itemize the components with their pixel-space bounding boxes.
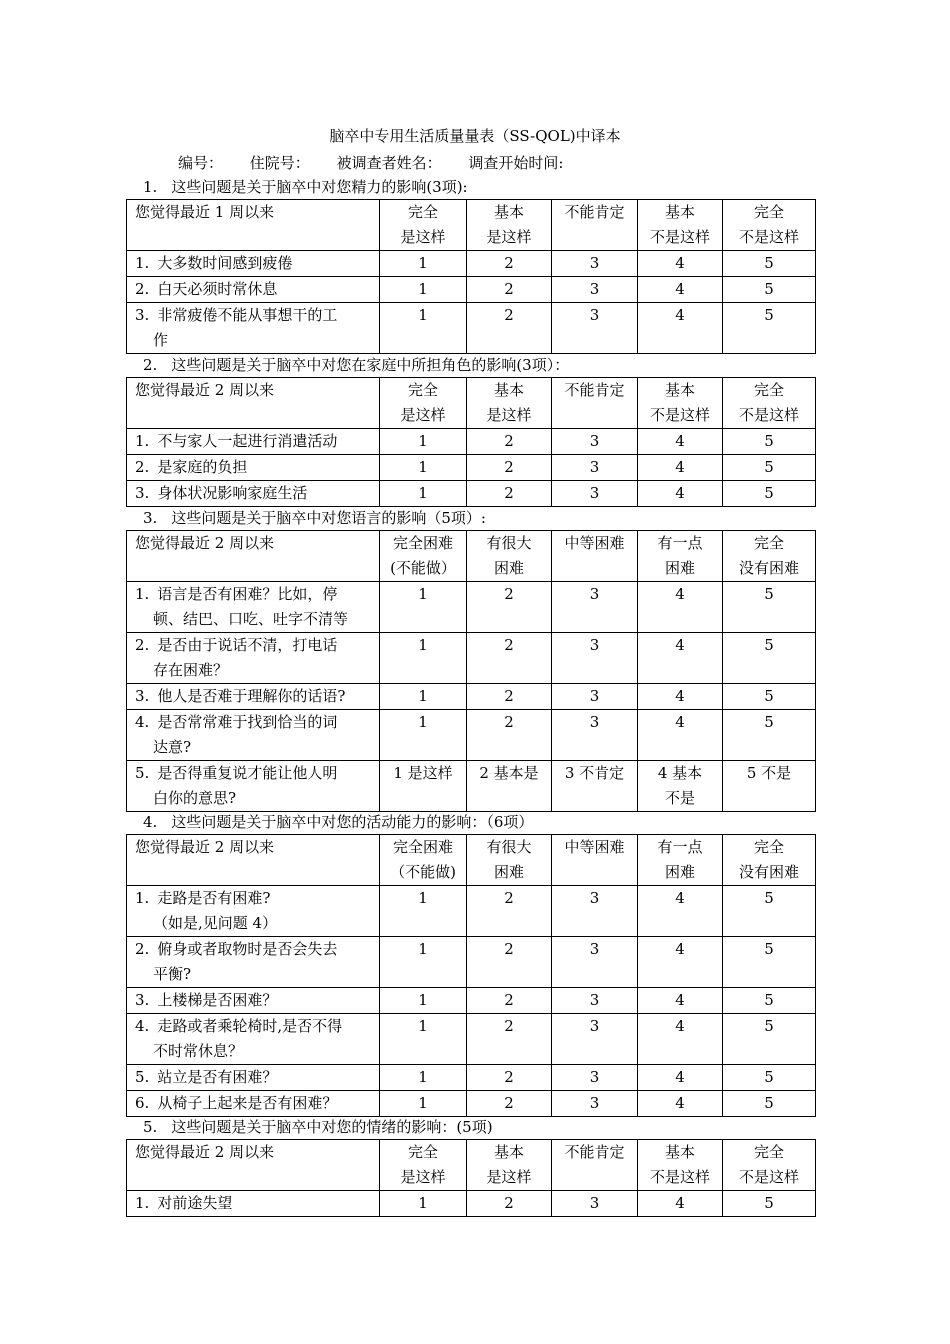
table-header-row: [127, 1140, 816, 1191]
rating-option[interactable]: 4: [638, 684, 723, 710]
period-label: 您觉得最近 2 周以来: [127, 835, 380, 886]
rating-option[interactable]: 4: [638, 277, 723, 303]
respondent-name-label: 被调查者姓名：: [336, 154, 442, 172]
option-header: 有一点 困难: [638, 531, 723, 582]
rating-option[interactable]: 5: [723, 633, 816, 684]
period-label: 您觉得最近 2 周以来: [127, 1140, 380, 1191]
section-number: 4.: [143, 813, 158, 831]
question-number: 6.: [135, 1094, 150, 1112]
question-cell: [127, 633, 380, 684]
rating-option[interactable]: 1: [380, 937, 467, 988]
rating-option[interactable]: 1: [380, 277, 467, 303]
rating-option[interactable]: 2: [467, 1065, 552, 1091]
question-number: 1.: [135, 432, 150, 450]
rating-option[interactable]: 2: [467, 633, 552, 684]
rating-option[interactable]: 4: [638, 886, 723, 937]
rating-option[interactable]: 5: [723, 303, 816, 354]
period-label: 您觉得最近 2 周以来: [127, 378, 380, 429]
id-label: 编号：: [178, 154, 224, 172]
rating-option[interactable]: 1: [380, 1191, 467, 1217]
question-cell: [127, 684, 380, 710]
option-header: 完全 是这样: [380, 1140, 467, 1191]
rating-option[interactable]: 1 是这样: [380, 761, 467, 812]
question-cell: [127, 1014, 380, 1065]
rating-option[interactable]: 2: [467, 1191, 552, 1217]
option-header: 完全 不是这样: [723, 200, 816, 251]
section-heading: [143, 177, 468, 197]
rating-option[interactable]: 3: [552, 684, 638, 710]
rating-option[interactable]: 3: [552, 481, 638, 507]
rating-option[interactable]: 3: [552, 251, 638, 277]
table-row: [127, 1014, 816, 1065]
rating-option[interactable]: 3: [552, 455, 638, 481]
rating-option[interactable]: 1: [380, 1091, 467, 1117]
rating-option[interactable]: 2: [467, 251, 552, 277]
rating-option[interactable]: 2: [467, 277, 552, 303]
question-cell: [127, 1191, 380, 1217]
option-header: 基本 不是这样: [638, 200, 723, 251]
table-row: [127, 455, 816, 481]
rating-option[interactable]: 3: [552, 633, 638, 684]
section-heading-text: 这些问题是关于脑卒中对您在家庭中所担角色的影响(3项）：: [171, 356, 570, 374]
table-row: [127, 582, 816, 633]
rating-option[interactable]: 1: [380, 710, 467, 761]
rating-option[interactable]: 4: [638, 303, 723, 354]
question-text: 白天必须时常休息: [157, 280, 278, 298]
table-row: [127, 633, 816, 684]
question-text-continued: 存在困难？: [153, 661, 229, 679]
rating-option[interactable]: 3: [552, 1065, 638, 1091]
table-row: [127, 988, 816, 1014]
question-text: 站立是否有困难？: [157, 1068, 278, 1086]
question-text: 身体状况影响家庭生活: [157, 484, 308, 502]
question-text-continued: 不时常休息？: [153, 1042, 244, 1060]
section-heading-text: 这些问题是关于脑卒中对您精力的影响(3项):: [171, 178, 468, 196]
rating-table: [126, 199, 816, 354]
table-row: [127, 1091, 816, 1117]
rating-option[interactable]: 1: [380, 1014, 467, 1065]
question-number: 1.: [135, 1194, 150, 1212]
section-heading-text: 这些问题是关于脑卒中对您语言的影响（5项）:: [171, 509, 486, 527]
rating-option[interactable]: 5: [723, 710, 816, 761]
option-header: 基本 是这样: [467, 378, 552, 429]
question-cell: [127, 1091, 380, 1117]
rating-option[interactable]: 5: [723, 1091, 816, 1117]
option-header: 基本 是这样: [467, 1140, 552, 1191]
period-label: 您觉得最近 1 周以来: [127, 200, 380, 251]
survey-meta-line: [178, 153, 585, 173]
question-number: 3.: [135, 306, 150, 324]
rating-table: [126, 1139, 816, 1217]
option-header: 基本 不是这样: [638, 1140, 723, 1191]
table-row: [127, 761, 816, 812]
option-header: 完全困难 （不能做): [380, 835, 467, 886]
option-header: 有很大 困难: [467, 835, 552, 886]
rating-option[interactable]: 5 不是: [723, 761, 816, 812]
question-text-continued: （如是,见问题 4）: [153, 914, 278, 932]
rating-option[interactable]: 4: [638, 481, 723, 507]
rating-option[interactable]: 5: [723, 1191, 816, 1217]
start-time-label: 调查开始时间:: [468, 154, 564, 172]
question-number: 2.: [135, 280, 150, 298]
question-number: 3.: [135, 991, 150, 1009]
table-row: [127, 684, 816, 710]
question-cell: [127, 251, 380, 277]
rating-option[interactable]: 1: [380, 582, 467, 633]
rating-option[interactable]: 1: [380, 988, 467, 1014]
rating-table: [126, 377, 816, 507]
rating-option[interactable]: 5: [723, 1014, 816, 1065]
table-row: [127, 481, 816, 507]
document-title: 脑卒中专用生活质量量表（SS-QOL)中译本: [329, 127, 621, 145]
rating-option[interactable]: 2: [467, 429, 552, 455]
rating-option[interactable]: 4: [638, 988, 723, 1014]
section-number: 1.: [143, 178, 158, 196]
question-number: 1.: [135, 254, 150, 272]
rating-option[interactable]: 3: [552, 988, 638, 1014]
table-row: [127, 277, 816, 303]
rating-option[interactable]: 3: [552, 710, 638, 761]
option-header: 完全 不是这样: [723, 378, 816, 429]
table-row: [127, 251, 816, 277]
rating-option[interactable]: 1: [380, 633, 467, 684]
question-text: 对前途失望: [157, 1194, 233, 1212]
option-header: 基本 不是这样: [638, 378, 723, 429]
table-row: [127, 937, 816, 988]
rating-option[interactable]: 1: [380, 251, 467, 277]
question-number: 1.: [135, 889, 150, 907]
option-header: 完全 没有困难: [723, 835, 816, 886]
table-row: [127, 710, 816, 761]
question-cell: [127, 886, 380, 937]
option-header: 有很大 困难: [467, 531, 552, 582]
table-header-row: [127, 378, 816, 429]
question-text-continued: 达意?: [153, 738, 192, 756]
table-row: [127, 1065, 816, 1091]
rating-option[interactable]: 2: [467, 988, 552, 1014]
rating-option[interactable]: 2: [467, 1014, 552, 1065]
rating-option[interactable]: 1: [380, 481, 467, 507]
rating-option[interactable]: 4 基本 不是: [638, 761, 723, 812]
option-header: 完全困难 (不能做）: [380, 531, 467, 582]
question-number: 3.: [135, 484, 150, 502]
question-cell: [127, 429, 380, 455]
question-cell: [127, 303, 380, 354]
rating-option[interactable]: 4: [638, 1014, 723, 1065]
question-cell: [127, 481, 380, 507]
option-header: 不能肯定: [552, 200, 638, 251]
question-number: 2.: [135, 940, 150, 958]
rating-option[interactable]: 5: [723, 277, 816, 303]
option-header: 不能肯定: [552, 378, 638, 429]
rating-option[interactable]: 5: [723, 1065, 816, 1091]
rating-option[interactable]: 4: [638, 937, 723, 988]
rating-option[interactable]: 2: [467, 481, 552, 507]
rating-option[interactable]: 4: [638, 429, 723, 455]
rating-option[interactable]: 4: [638, 1065, 723, 1091]
question-text-continued: 顿、结巴、口吃、吐字不清等: [153, 610, 349, 628]
rating-option[interactable]: 4: [638, 1091, 723, 1117]
question-cell: [127, 988, 380, 1014]
question-text: 从椅子上起来是否有困难？: [157, 1094, 338, 1112]
question-text: 是否常常难于找到恰当的词: [157, 713, 338, 731]
question-text: 是否得重复说才能让他人明: [157, 764, 338, 782]
question-text: 走路是否有困难?: [157, 889, 271, 907]
rating-option[interactable]: 3: [552, 937, 638, 988]
rating-option[interactable]: 5: [723, 886, 816, 937]
period-label: 您觉得最近 2 周以来: [127, 531, 380, 582]
rating-option[interactable]: 2: [467, 582, 552, 633]
rating-option[interactable]: 5: [723, 582, 816, 633]
section-heading-text: 这些问题是关于脑卒中对您的活动能力的影响：（6项）: [171, 813, 534, 831]
table-header-row: [127, 531, 816, 582]
rating-option[interactable]: 2: [467, 886, 552, 937]
table-row: [127, 1191, 816, 1217]
rating-option[interactable]: 5: [723, 251, 816, 277]
section-number: 5.: [143, 1118, 158, 1136]
question-number: 4.: [135, 713, 150, 731]
option-header: 完全 是这样: [380, 378, 467, 429]
hospital-no-label: 住院号：: [249, 154, 310, 172]
rating-option[interactable]: 2: [467, 455, 552, 481]
question-cell: [127, 1065, 380, 1091]
table-row: [127, 429, 816, 455]
rating-option[interactable]: 5: [723, 455, 816, 481]
rating-option[interactable]: 5: [723, 988, 816, 1014]
rating-option[interactable]: 1: [380, 303, 467, 354]
question-cell: [127, 455, 380, 481]
rating-option[interactable]: 3: [552, 886, 638, 937]
rating-option[interactable]: 4: [638, 582, 723, 633]
rating-option[interactable]: 2: [467, 684, 552, 710]
rating-table: [126, 530, 816, 812]
question-text: 大多数时间感到疲倦: [157, 254, 293, 272]
option-header: 中等困难: [552, 835, 638, 886]
question-text-continued: 平衡?: [153, 965, 192, 983]
section-heading: [143, 508, 486, 528]
option-header: 基本 是这样: [467, 200, 552, 251]
question-number: 4.: [135, 1017, 150, 1035]
rating-option[interactable]: 3: [552, 582, 638, 633]
question-cell: [127, 277, 380, 303]
rating-option[interactable]: 3: [552, 1014, 638, 1065]
rating-option[interactable]: 4: [638, 633, 723, 684]
question-text-continued: 作: [153, 331, 169, 349]
question-text: 走路或者乘轮椅时,是否不得: [157, 1017, 343, 1035]
rating-option[interactable]: 1: [380, 429, 467, 455]
rating-option[interactable]: 3: [552, 1191, 638, 1217]
rating-option[interactable]: 1: [380, 455, 467, 481]
rating-option[interactable]: 2: [467, 1091, 552, 1117]
rating-option[interactable]: 4: [638, 1191, 723, 1217]
option-header: 完全 没有困难: [723, 531, 816, 582]
option-header: 中等困难: [552, 531, 638, 582]
question-cell: [127, 582, 380, 633]
question-cell: [127, 710, 380, 761]
rating-option[interactable]: 1: [380, 886, 467, 937]
rating-option[interactable]: 2: [467, 303, 552, 354]
question-number: 5.: [135, 1068, 150, 1086]
table-row: [127, 303, 816, 354]
rating-option[interactable]: 1: [380, 1065, 467, 1091]
question-number: 5.: [135, 764, 150, 782]
question-text: 上楼梯是否困难？: [157, 991, 278, 1009]
rating-option[interactable]: 5: [723, 429, 816, 455]
question-cell: [127, 761, 380, 812]
question-cell: [127, 937, 380, 988]
rating-option[interactable]: 1: [380, 684, 467, 710]
rating-option[interactable]: 5: [723, 937, 816, 988]
section-heading: [143, 355, 569, 375]
question-text: 他人是否难于理解你的话语?: [157, 687, 346, 705]
question-number: 1.: [135, 585, 150, 603]
option-header: 完全 不是这样: [723, 1140, 816, 1191]
table-row: [127, 886, 816, 937]
rating-option[interactable]: 3: [552, 1091, 638, 1117]
rating-option[interactable]: 4: [638, 710, 723, 761]
option-header: 有一点 困难: [638, 835, 723, 886]
rating-option[interactable]: 3: [552, 303, 638, 354]
question-text: 是否由于说话不清，打电话: [157, 636, 338, 654]
question-number: 2.: [135, 636, 150, 654]
table-header-row: [127, 200, 816, 251]
rating-table: [126, 834, 816, 1117]
question-text: 俯身或者取物时是否会失去: [157, 940, 338, 958]
rating-option[interactable]: 3 不肯定: [552, 761, 638, 812]
rating-option[interactable]: 4: [638, 455, 723, 481]
rating-option[interactable]: 2: [467, 937, 552, 988]
question-text: 非常疲倦不能从事想干的工: [157, 306, 338, 324]
rating-option[interactable]: 5: [723, 481, 816, 507]
rating-option[interactable]: 5: [723, 684, 816, 710]
option-header: 完全 是这样: [380, 200, 467, 251]
question-text: 不与家人一起进行消遣活动: [157, 432, 338, 450]
rating-option[interactable]: 3: [552, 429, 638, 455]
section-number: 3.: [143, 509, 158, 527]
option-header: 不能肯定: [552, 1140, 638, 1191]
table-header-row: [127, 835, 816, 886]
rating-option[interactable]: 2 基本是: [467, 761, 552, 812]
section-number: 2.: [143, 356, 158, 374]
question-number: 3.: [135, 687, 150, 705]
rating-option[interactable]: 3: [552, 277, 638, 303]
section-heading: [143, 1117, 493, 1137]
question-text: 语言是否有困难？比如，停: [157, 585, 338, 603]
rating-option[interactable]: 4: [638, 251, 723, 277]
question-number: 2.: [135, 458, 150, 476]
rating-option[interactable]: 2: [467, 710, 552, 761]
question-text: 是家庭的负担: [157, 458, 248, 476]
question-text-continued: 白你的意思?: [153, 789, 237, 807]
section-heading-text: 这些问题是关于脑卒中对您的情绪的影响：(5项): [171, 1118, 493, 1136]
section-heading: [143, 812, 533, 832]
